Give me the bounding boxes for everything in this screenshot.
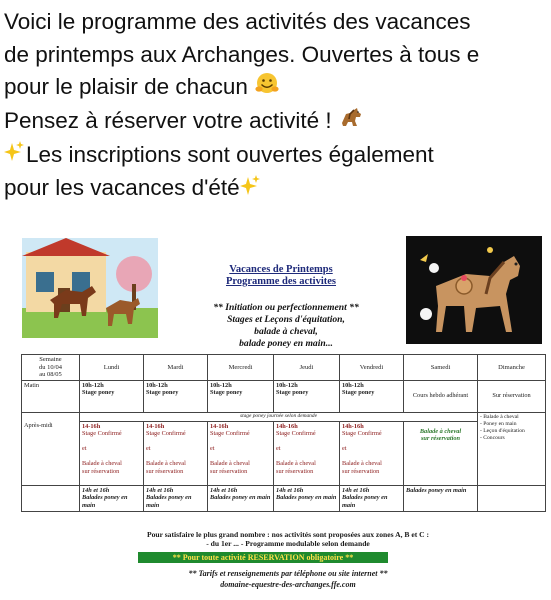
cell-time: 14h et 16h	[146, 486, 174, 494]
tarifs-line: ** Tarifs et renseignements par téléphone ou site internet **	[188, 569, 388, 578]
cell-activity: Stage poney	[276, 389, 309, 396]
cell-activity: Balades poney en main	[210, 494, 271, 501]
cell-balade-resa: sur réservation	[146, 467, 184, 475]
post-line-6-text: pour les vacances d'été	[4, 175, 240, 201]
cell-activity: Stage poney	[146, 389, 179, 396]
cell-activity: Stage poney	[210, 389, 243, 396]
cell-time: 14h-16h	[276, 422, 298, 430]
cell-time: 14h-16h	[342, 422, 364, 430]
post-line-3-text: pour le plaisir de chacun	[4, 74, 248, 99]
flyer-intro-line-2: Stages et Leçons d'équitation,	[227, 314, 345, 325]
cell-time: 14-16h	[210, 422, 229, 430]
cell-et: et	[210, 445, 215, 452]
cell-time: 14h et 16h	[342, 486, 370, 494]
footnote-line-2: - du 1er ... - Programme modulable selon demande	[206, 539, 370, 548]
cell-time: 14h et 16h	[276, 486, 304, 494]
cell-am-mardi	[144, 421, 208, 485]
samedi-balade: Balade à cheval	[419, 427, 462, 435]
cell-balade-resa: sur réservation	[210, 467, 248, 475]
cell-balade-resa: sur réservation	[276, 467, 314, 475]
cell-matin-mardi	[144, 380, 208, 412]
cell-matin-vendredi	[340, 380, 404, 412]
cell-activity: Balades poney en main	[276, 494, 337, 501]
day-header-dimanche: Dimanche	[478, 355, 546, 381]
cell-am-samedi	[404, 421, 478, 485]
week-header-2: du 10/04	[39, 363, 62, 371]
cell-activity: Balades poney en main	[82, 494, 128, 509]
cell-am-mercredi	[208, 421, 274, 485]
table-row-poney	[22, 412, 546, 421]
table-row-apres-midi	[22, 421, 546, 485]
cell-activity: Stage Confirmé	[210, 430, 250, 437]
flyer-title-line-2: Programme des activites	[225, 276, 337, 287]
cell-activity: Stage Confirmé	[342, 430, 382, 437]
post-line-1: Voici le programme des activités des vacances	[4, 9, 471, 34]
flyer-contact	[78, 568, 498, 590]
row-label-matin: Matin	[22, 380, 80, 412]
cell-activity: Balades poney en main	[146, 494, 192, 509]
flyer-title-line-1: Vacances de Printemps	[229, 264, 333, 275]
cell-late-jeudi	[274, 485, 340, 511]
footnote-line-1: Pour satisfaire le plus grand nombre : nos activités sont proposées aux zones A, B et C :	[146, 530, 430, 539]
cell-balade-resa: sur réservation	[342, 467, 380, 475]
samedi-balade-resa: sur réservation	[420, 435, 460, 442]
stable-illustration	[22, 238, 158, 338]
day-header-lundi: Lundi	[80, 355, 144, 381]
cell-et: et	[146, 445, 151, 452]
post-line-4-text: Pensez à réserver votre activité !	[4, 107, 332, 133]
schedule-table	[21, 354, 546, 512]
cell-matin-lundi	[80, 380, 144, 412]
cell-am-jeudi	[274, 421, 340, 485]
cell-time: 14-16h	[146, 422, 165, 430]
cell-matin-jeudi	[274, 380, 340, 412]
day-header-jeudi: Jeudi	[274, 355, 340, 381]
cell-late-vendredi	[340, 485, 404, 511]
week-header-3: au 08/05	[39, 371, 62, 378]
cell-time: 10h-12h	[82, 381, 104, 389]
cell-matin-mercredi	[208, 380, 274, 412]
cell-am-vendredi	[340, 421, 404, 485]
reservation-banner: ** Pour toute activité RESERVATION obligatoire **	[138, 552, 388, 563]
table-row-matin	[22, 380, 546, 412]
cell-time: 14h et 16h	[82, 486, 110, 494]
cell-time: 10h-12h	[146, 381, 168, 389]
day-header-vendredi: Vendredi	[340, 355, 404, 381]
cell-time: 10h-12h	[210, 381, 232, 389]
flyer-title	[158, 264, 404, 288]
post-line-5-text: Les inscriptions sont ouvertes également	[26, 141, 434, 167]
row-label-apres-midi: Après-midi	[22, 421, 80, 485]
cell-balade: Balade à cheval	[146, 460, 186, 467]
sparkles-icon-2	[240, 173, 262, 207]
cell-am-lundi	[80, 421, 144, 485]
post-text	[4, 6, 549, 206]
horse-basket-illustration	[406, 236, 542, 344]
week-header-1: Semaine	[39, 356, 62, 363]
cell-matin-dimanche: Sur réservation	[478, 380, 546, 412]
cell-balade: Balade à cheval	[210, 460, 250, 467]
dimanche-item-2: - Poney en main	[480, 420, 517, 427]
cell-activity: Stage poney	[82, 389, 115, 396]
flyer-intro-line-1: ** Initiation ou perfectionnement **	[213, 302, 359, 313]
cell-time: 10h-12h	[342, 381, 364, 389]
week-header	[22, 355, 80, 381]
dimanche-item-1: - Balade à cheval	[480, 413, 519, 420]
website-line: domaine-equestre-des-archanges.ffe.com	[220, 580, 356, 589]
cell-activity: Stage Confirmé	[82, 430, 122, 437]
flyer-intro	[158, 302, 414, 350]
post-line-3	[4, 71, 549, 105]
horse-icon	[338, 105, 364, 139]
day-header-mardi: Mardi	[144, 355, 208, 381]
cell-activity: Stage Confirmé	[146, 430, 186, 437]
cell-balade: Balade à cheval	[276, 460, 316, 467]
cell-activity: Stage poney	[342, 389, 375, 396]
post-line-4	[4, 105, 549, 139]
cell-et: et	[342, 445, 347, 452]
post-line-5	[4, 139, 549, 173]
cell-et: et	[276, 445, 281, 452]
post-line-6	[4, 172, 549, 206]
cell-balade: Balade à cheval	[82, 460, 122, 467]
cell-poney-journee: stage poney journée selon demande	[80, 412, 478, 421]
cell-balade: Balade à cheval	[342, 460, 382, 467]
activity-flyer	[18, 236, 544, 600]
cell-late-mercredi	[208, 485, 274, 511]
cell-time: 14-16h	[82, 422, 101, 430]
cell-apresmidi-dimanche	[478, 412, 546, 485]
cell-activity: Balades poney en main	[342, 494, 388, 509]
sparkles-icon	[4, 139, 26, 173]
cell-time: 14h et 16h	[210, 486, 238, 494]
row-label-late	[22, 485, 80, 511]
cell-poney-empty	[22, 412, 80, 421]
dimanche-item-4: - Concours	[480, 434, 505, 441]
cell-matin-samedi: Cours hebdo adhérant	[404, 380, 478, 412]
flyer-footnote	[78, 530, 498, 548]
hugging-face-icon	[254, 71, 280, 105]
cell-activity: Stage Confirmé	[276, 430, 316, 437]
post-line-2: de printemps aux Archanges. Ouvertes à tous e	[4, 41, 480, 67]
day-header-samedi: Samedi	[404, 355, 478, 381]
cell-late-mardi	[144, 485, 208, 511]
table-row-late	[22, 485, 546, 511]
cell-late-samedi: Balades poney en main	[404, 485, 478, 511]
cell-et: et	[82, 445, 87, 452]
table-header-row	[22, 355, 546, 381]
dimanche-item-3: - Leçon d'équitation	[480, 427, 525, 434]
cell-late-lundi	[80, 485, 144, 511]
flyer-intro-line-4: balade poney en main...	[239, 338, 333, 349]
cell-balade-resa: sur réservation	[82, 467, 120, 475]
day-header-mercredi: Mercredi	[208, 355, 274, 381]
flyer-intro-line-3: balade à cheval,	[254, 326, 318, 337]
cell-late-dimanche	[478, 485, 546, 511]
cell-time: 10h-12h	[276, 381, 298, 389]
